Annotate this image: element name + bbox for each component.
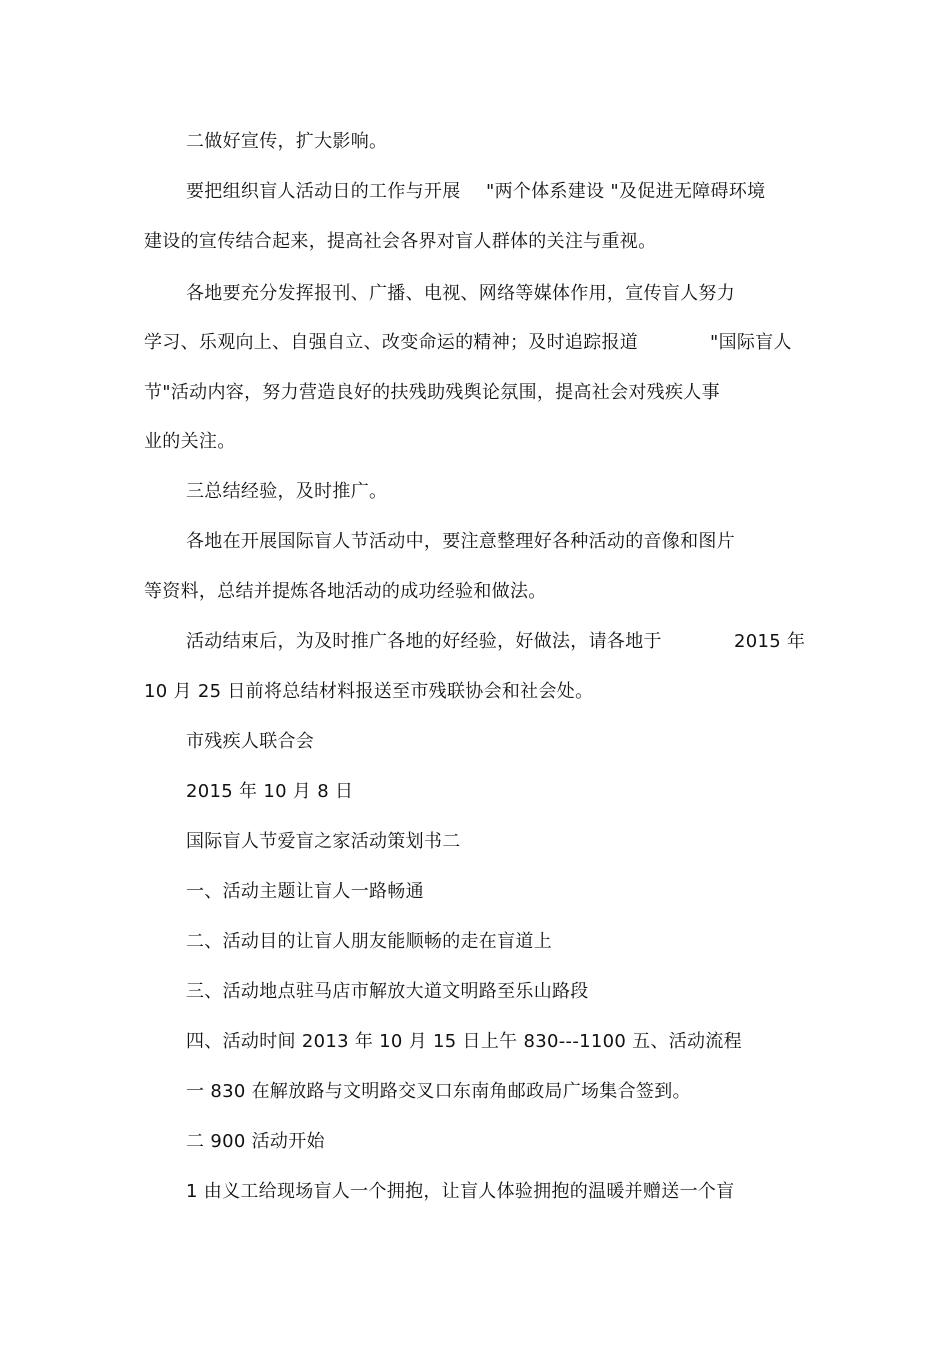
signature-date: 2015 年 10 月 8 日: [186, 781, 354, 802]
paragraph-line: "国际盲人: [710, 332, 792, 353]
list-item: 一 830 在解放路与文明路交叉口东南角邮政局广场集合签到。: [186, 1081, 691, 1102]
paragraph-line: 节"活动内容，努力营造良好的扶残助残舆论氛围，提高社会对残疾人事: [144, 382, 720, 403]
paragraph-line: 10 月 25 日前将总结材料报送至市残联协会和社会处。: [144, 681, 594, 702]
paragraph-line: 学习、乐观向上、自强自立、改变命运的精神；及时追踪报道: [144, 332, 639, 353]
paragraph-line: "两个体系建设 "及促进无障碍环境: [486, 181, 766, 202]
section-heading-publicity: 二做好宣传，扩大影响。: [186, 131, 388, 152]
list-item: 二 900 活动开始: [186, 1131, 325, 1152]
paragraph-line: 2015 年: [734, 631, 806, 652]
paragraph-line: 各地要充分发挥报刊、广播、电视、网络等媒体作用，宣传盲人努力: [186, 283, 735, 304]
paragraph-line: 建设的宣传结合起来，提高社会各界对盲人群体的关注与重视。: [144, 231, 657, 252]
paragraph-line: 业的关注。: [144, 431, 236, 452]
list-item: 1 由义工给现场盲人一个拥抱，让盲人体验拥抱的温暖并赠送一个盲: [186, 1181, 735, 1202]
section-heading-summary: 三总结经验，及时推广。: [186, 481, 388, 502]
list-item: 二、活动目的让盲人朋友能顺畅的走在盲道上: [186, 931, 552, 952]
list-item: 四、活动时间 2013 年 10 月 15 日上午 830---1100 五、活动流程: [186, 1031, 742, 1052]
document-title: 国际盲人节爱盲之家活动策划书二: [186, 831, 461, 852]
list-item: 一、活动主题让盲人一路畅通: [186, 881, 424, 902]
paragraph-line: 活动结束后，为及时推广各地的好经验，好做法，请各地于: [186, 631, 662, 652]
paragraph-line: 等资料，总结并提炼各地活动的成功经验和做法。: [144, 581, 547, 602]
paragraph-line: 要把组织盲人活动日的工作与开展: [186, 181, 461, 202]
list-item: 三、活动地点驻马店市解放大道文明路至乐山路段: [186, 981, 589, 1002]
signature-organization: 市残疾人联合会: [186, 731, 315, 752]
paragraph-line: 各地在开展国际盲人节活动中，要注意整理好各种活动的音像和图片: [186, 531, 735, 552]
